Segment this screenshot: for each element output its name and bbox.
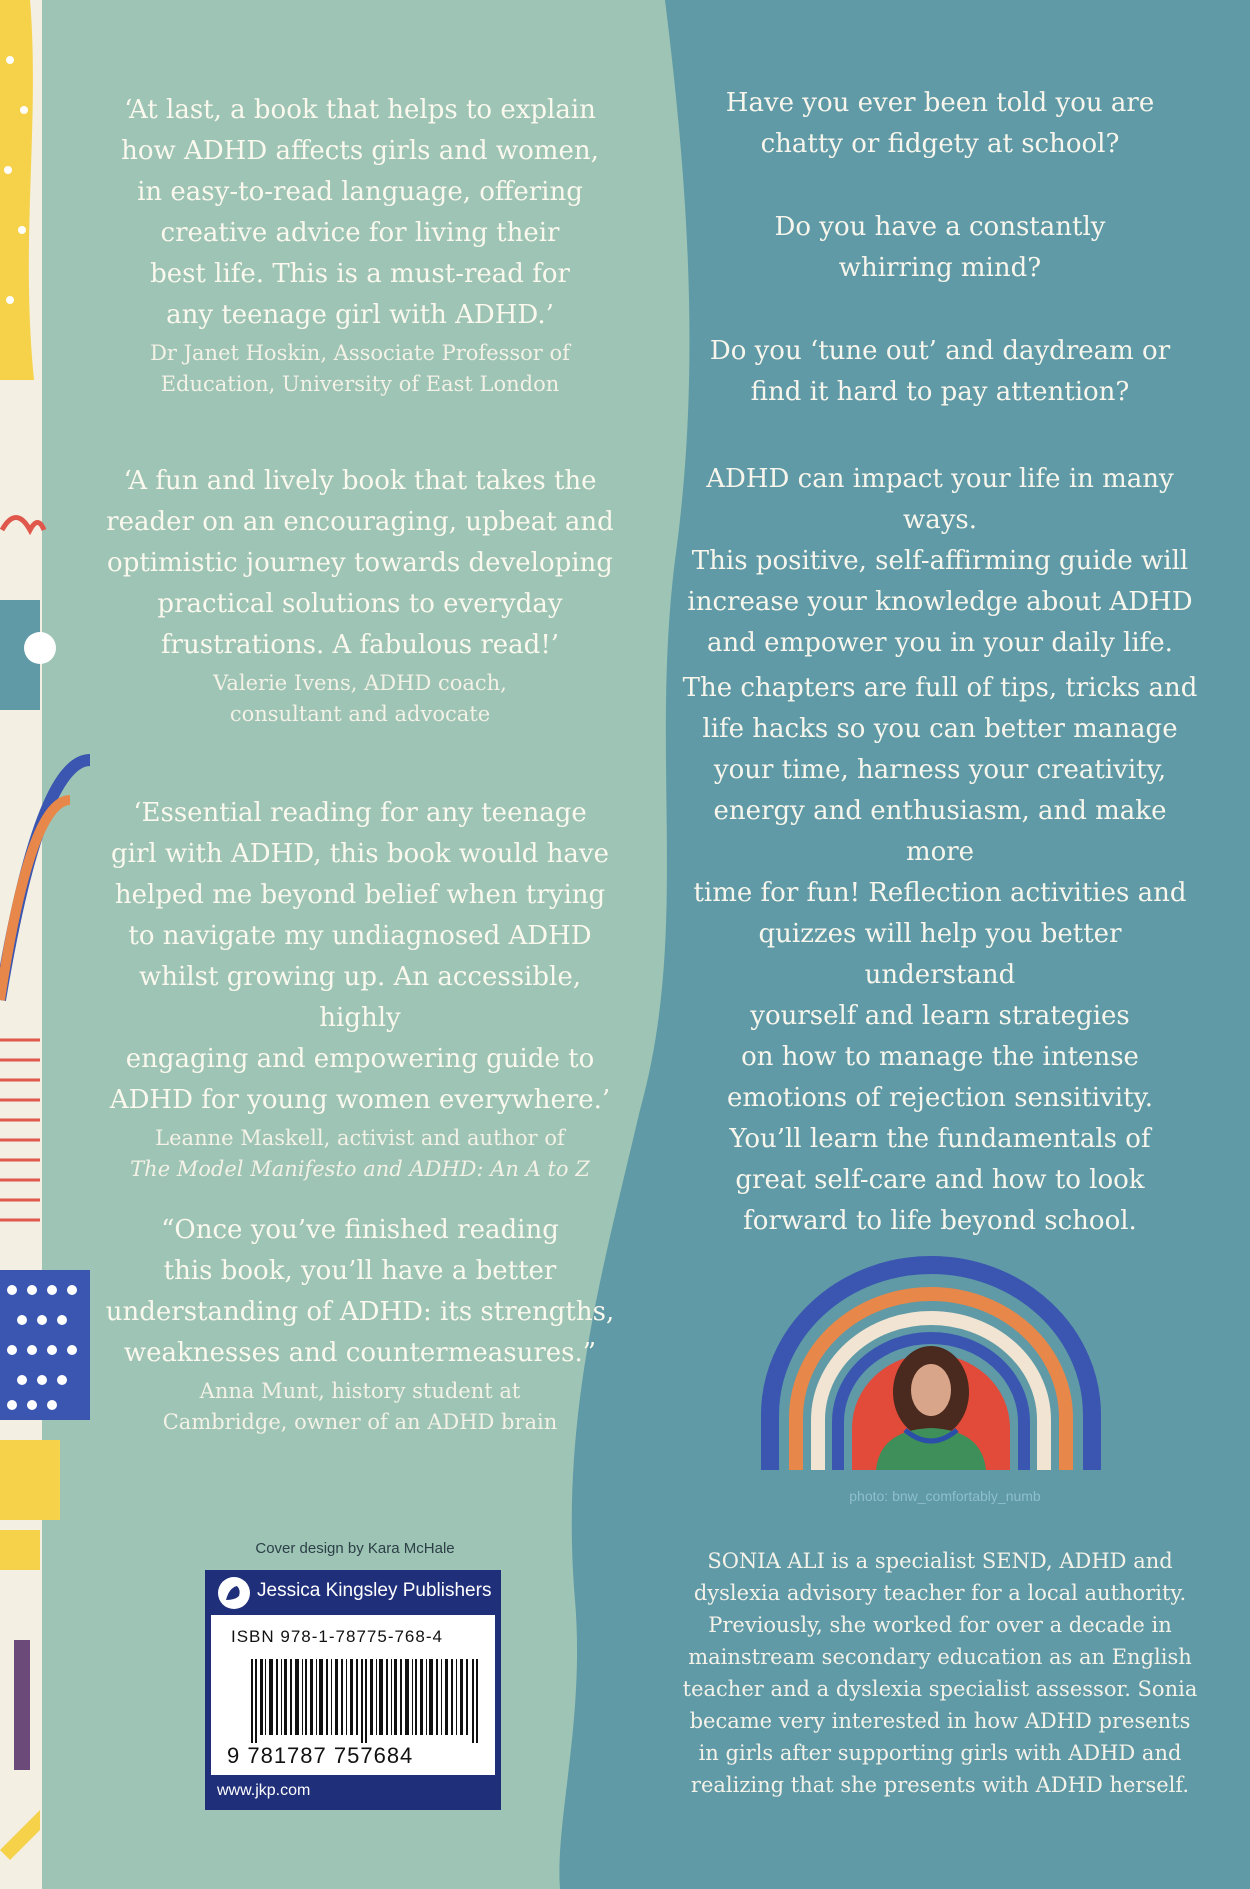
- barcode-icon: [251, 1659, 481, 1743]
- blurb-q3: Do you ‘tune out’ and daydream or find it hard to pay attention?: [709, 336, 1171, 407]
- quote-3: [100, 793, 620, 1185]
- cover-credit: Cover design by Kara McHale: [255, 1540, 455, 1557]
- blurb-intro: ADHD can impact your life in many ways. This positive, self-affirming guide will increase your knowledge about ADHD and empower you in your daily life.: [687, 464, 1193, 658]
- blurb-chapters: The chapters are full of tips, tricks and life hacks so you can better manage your time, harness your creativity, energy and enthusiasm, and make more time for fun! Reflection activities and quizzes will help you better understand yourself and learn strategies on how to manage the intense emotions of rejection sensitivity. You’ll learn the fundamentals of great self-care and how to look forward to life beyond school.: [682, 673, 1198, 1236]
- quote-4-attribution: Anna Munt, history student at Cambridge, owner of an ADHD brain: [162, 1379, 558, 1434]
- quote-2-attribution: Valerie Ivens, ADHD coach, consultant and advocate: [213, 671, 507, 726]
- quote-1: [100, 90, 620, 400]
- barcode-area: [211, 1615, 495, 1775]
- publisher-barcode-box: [205, 1570, 501, 1810]
- quote-4-text: “Once you’ve finished reading this book, you’ll have a better understanding of ADHD: its strengths, weaknesses and countermeasures.”: [105, 1215, 615, 1368]
- quote-2-text: ‘A fun and lively book that takes the reader on an encouraging, upbeat and optimistic journey towards developing practical solutions to everyday frustrations. A fabulous read!’: [106, 466, 614, 660]
- photo-credit: photo: bnw_comfortably_numb: [849, 1488, 1041, 1504]
- quote-1-attribution: Dr Janet Hoskin, Associate Professor of Education, University of East London: [150, 341, 570, 396]
- quote-1-text: ‘At last, a book that helps to explain how ADHD affects girls and women, in easy-to-read language, offering creative advice for living their best life. This is a must-read for any teenage girl with ADHD.’: [121, 95, 599, 330]
- author-bio: SONIA ALI is a specialist SEND, ADHD and dyslexia advisory teacher for a local authority. Previously, she worked for over a decade in mainstream secondary education as an English teacher and a dyslexia specialist assessor. Sonia became very interested in how ADHD presents in girls after supporting girls with ADHD and realizing that she presents with ADHD herself.: [682, 1549, 1198, 1797]
- isbn-label: ISBN 978-1-78775-768-4: [231, 1627, 443, 1646]
- publisher-logo-icon: [217, 1576, 251, 1610]
- blurb-q2: Do you have a constantly whirring mind?: [774, 212, 1106, 283]
- publisher-name: Jessica Kingsley Publishers: [257, 1580, 492, 1601]
- ean-number: 9 781787 757684: [227, 1743, 414, 1768]
- quote-3-text: ‘Essential reading for any teenage girl with ADHD, this book would have helped me beyond belief when trying to navigate my undiagnosed ADHD whilst growing up. An accessible, highly engaging and empowering guide to ADHD for young women everywhere.’: [109, 798, 611, 1115]
- publisher-website[interactable]: www.jkp.com: [217, 1782, 311, 1799]
- blurb-q1: Have you ever been told you are chatty or fidgety at school?: [725, 88, 1155, 159]
- quote-2: [100, 461, 620, 730]
- book-title: The Model Manifesto and ADHD: An A to Z: [130, 1157, 590, 1181]
- quote-4: [100, 1210, 620, 1438]
- quote-3-attribution: Leanne Maskell, activist and author of The Model Manifesto and ADHD: An A to Z: [130, 1126, 590, 1181]
